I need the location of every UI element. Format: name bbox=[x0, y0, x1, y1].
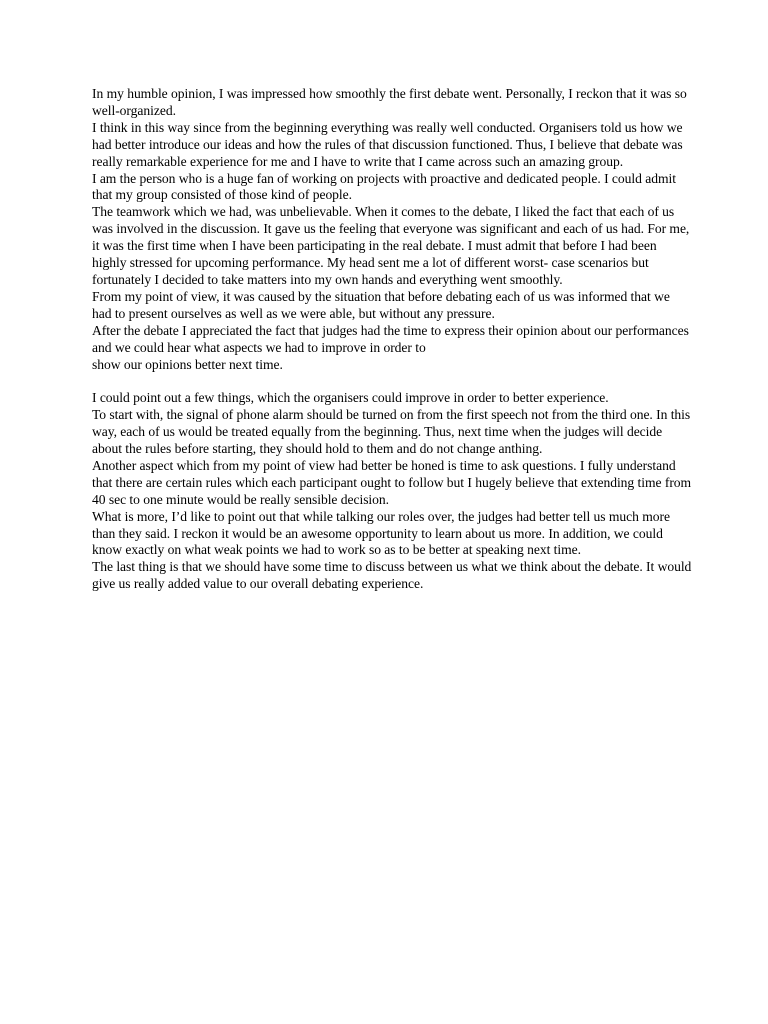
paragraph-questions-time: Another aspect which from my point of view had better be honed is time to ask questions. I fully understand that there are certain rules which each participant ought to follow but I hugely believe that extending time from 40 sec to one minute would be really sensible decision. bbox=[92, 457, 692, 507]
document-body bbox=[92, 86, 692, 593]
paragraph-improvements-intro: I could point out a few things, which the organisers could improve in order to better experience. bbox=[92, 390, 609, 406]
paragraph-organisation: I think in this way since from the beginning everything was really well conducted. Organisers told us how we had better introduce our ideas and how the rules of that discussion functioned. Thus, I believe that debate was really remarkable experience for me and I have to write that I came across such an amazing group. bbox=[92, 119, 683, 169]
paragraph-spacer bbox=[92, 373, 692, 390]
paragraph-discussion-time: The last thing is that we should have some time to discuss between us what we think about the debate. It would give us really added value to our overall debating experience. bbox=[92, 559, 692, 592]
paragraph-teamwork: The teamwork which we had, was unbelievable. When it comes to the debate, I liked the fact that each of us was involved in the discussion. It gave us the feeling that everyone was significant and each of us had. For me, it was the first time when I have been participating in the real debate. I must admit that before I had been highly stressed for upcoming performance. My head sent me a lot of different worst- case scenarios but fortunately I decided to take matters into my own hands and everything went smoothly. bbox=[92, 204, 690, 287]
paragraph-roles-feedback: What is more, I’d like to point out that while talking our roles over, the judges had better tell us much more than they said. I reckon it would be an awesome opportunity to learn about us more. In addition, we could know exactly on what weak points we had to work so as to be better at speaking next time. bbox=[92, 508, 670, 558]
paragraph-group: I am the person who is a huge fan of working on projects with proactive and dedicated people. I could admit that my group consisted of those kind of people. bbox=[92, 170, 676, 203]
paragraph-point-of-view: From my point of view, it was caused by the situation that before debating each of us was informed that we had to present ourselves as well as we were able, but without any pressure. bbox=[92, 288, 670, 321]
paragraph-judges-feedback: After the debate I appreciated the fact that judges had the time to express their opinion about our performances and we could hear what aspects we had to improve in order to show our opinions better next time. bbox=[92, 322, 689, 372]
paragraph-phone-alarm: To start with, the signal of phone alarm should be turned on from the first speech not from the third one. In this way, each of us would be treated equally from the beginning. Thus, next time when the judges will decide about the rules before starting, they should hold to them and do not change anthing. bbox=[92, 407, 691, 457]
paragraph-opinion-intro: In my humble opinion, I was impressed how smoothly the first debate went. Personally, I reckon that it was so well-organized. bbox=[92, 86, 687, 118]
